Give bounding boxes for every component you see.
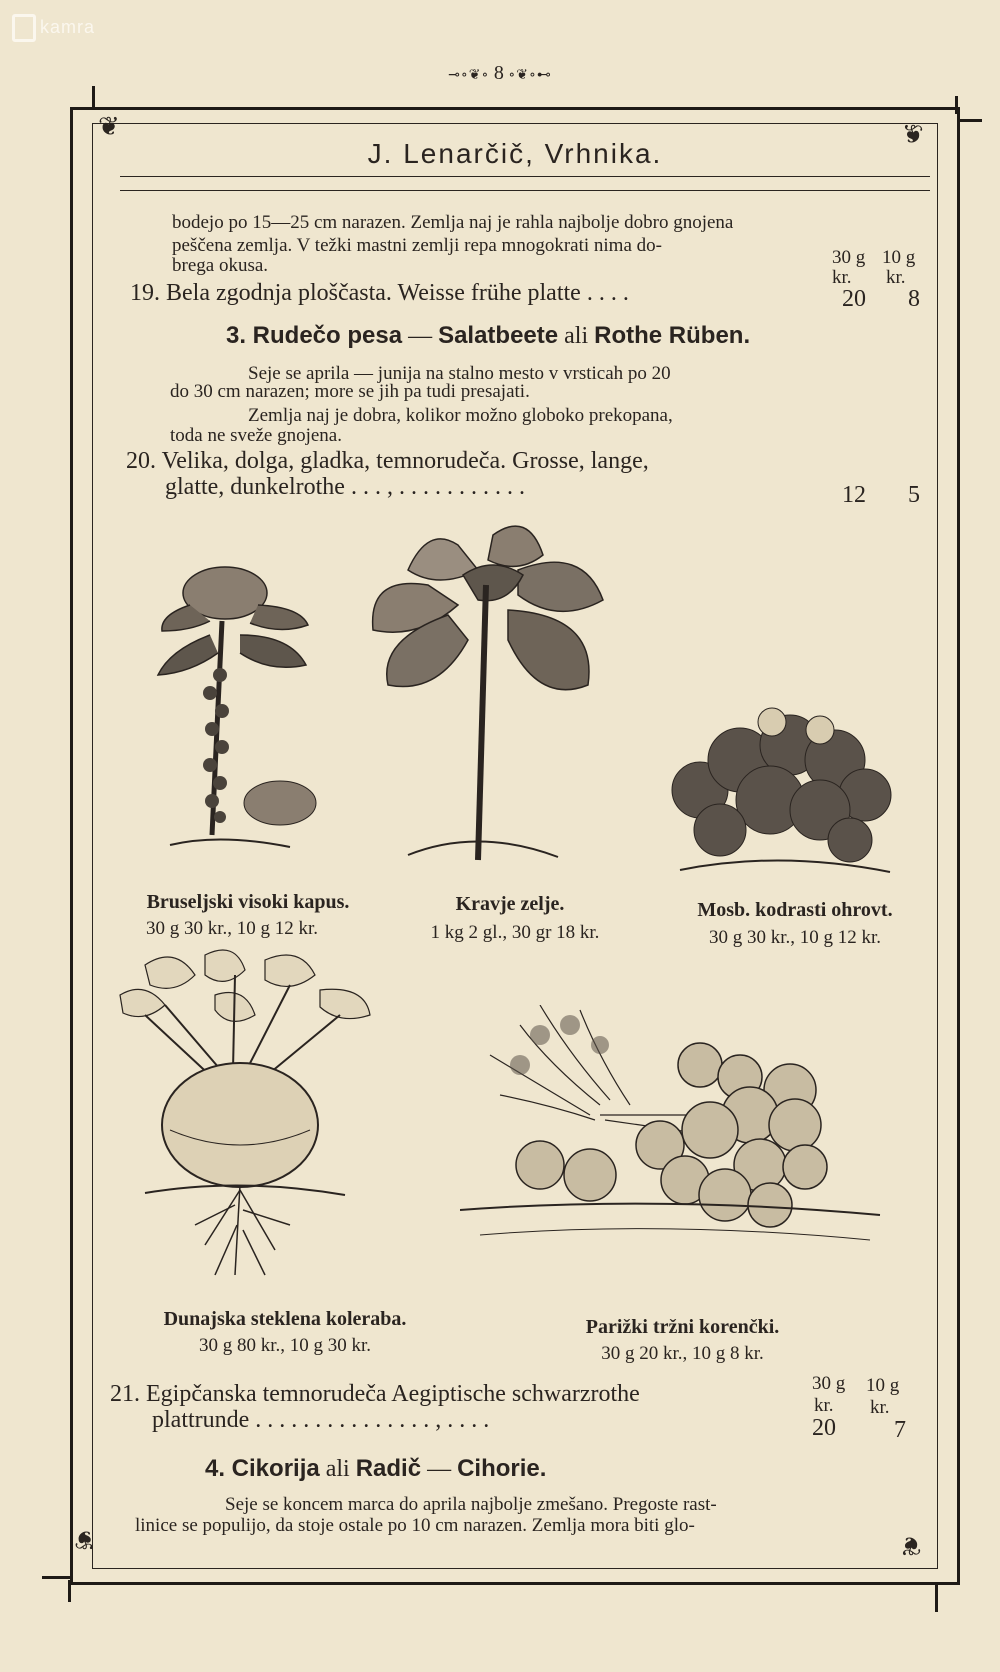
- paris-carrots-illustration: [460, 1005, 910, 1305]
- caption-kohlrabi: Dunajska steklena koleraba.: [163, 1308, 407, 1330]
- section-4-text: Seje se koncem marca do aprila najbolje zmešano. Pregoste rast-: [225, 1494, 717, 1515]
- frame-tick: [42, 1576, 72, 1579]
- caption-brussels-sprouts: Bruseljski visoki kapus.: [146, 891, 350, 913]
- section-3-heading: 3. Rudečo pesa — Salatbeete ali Rothe Rüben.: [226, 322, 751, 349]
- price-col1-unit: kr.: [832, 267, 852, 288]
- item-21-price-2: 7: [894, 1417, 906, 1443]
- section-3-text: toda ne sveže gnojena.: [170, 425, 342, 446]
- item-21-line: 21. Egipčanska temnorudeča Aegiptische schwarzrothe: [110, 1381, 640, 1407]
- item-21-unit-1: kr.: [814, 1395, 834, 1416]
- brussels-sprouts-illustration: [140, 565, 340, 875]
- corner-ornament-icon: ❦: [900, 1531, 922, 1560]
- caption-paris-carrots: Parižki tržni korenčki.: [585, 1316, 780, 1338]
- section-4-heading: 4. Cikorija ali Radič — Cihorie.: [205, 1455, 547, 1482]
- section-3-text: do 30 cm narazen; more se jih pa tudi presajati.: [170, 381, 530, 402]
- price-kohlrabi: 30 g 80 kr., 10 g 30 kr.: [198, 1335, 372, 1356]
- frame-tick: [958, 119, 982, 122]
- corner-ornament-icon: ❦: [902, 120, 924, 149]
- kamra-logo-icon: [12, 14, 36, 42]
- intro-line: brega okusa.: [172, 255, 269, 276]
- item-21-head-1: 30 g: [812, 1373, 846, 1394]
- kohlrabi-illustration: [115, 945, 385, 1285]
- item-21-unit-2: kr.: [870, 1397, 890, 1418]
- item-20-price-1: 12: [842, 482, 866, 508]
- price-col2-head: 10 g: [882, 247, 916, 268]
- kamra-watermark: kamra: [12, 14, 95, 42]
- section-3-text: Zemlja naj je dobra, kolikor možno globoko prekopana,: [248, 405, 673, 426]
- header-rule: [120, 190, 930, 191]
- corner-ornament-icon: ❦: [74, 1525, 96, 1554]
- price-col1-head: 30 g: [832, 247, 866, 268]
- price-brussels-sprouts: 30 g 30 kr., 10 g 12 kr.: [145, 918, 319, 939]
- page-number: ⊸∘❦∘ 8 ∘❦∘⊷: [448, 62, 552, 84]
- header-rule: [120, 176, 930, 177]
- item-20-price-2: 5: [908, 482, 920, 508]
- page-header: J. Lenarčič, Vrhnika.: [367, 138, 663, 169]
- intro-line: bodejo po 15—25 cm narazen. Zemlja naj je rahla najbolje dobro gnojena: [172, 212, 734, 233]
- corner-ornament-icon: ❦: [98, 112, 120, 141]
- caption-cow-cabbage: Kravje zelje.: [455, 893, 565, 915]
- frame-tick: [955, 96, 958, 114]
- caption-curly-kale: Mosb. kodrasti ohrovt.: [697, 899, 893, 921]
- item-20-line: glatte, dunkelrothe . . . , . . . . . . . . . . .: [165, 474, 525, 500]
- price-col2-unit: kr.: [886, 267, 906, 288]
- item-19-price-1: 20: [842, 286, 866, 312]
- curly-kale-illustration: [660, 700, 900, 890]
- intro-line: peščena zemlja. V težki mastni zemlji repa mnogokrati nima do-: [172, 235, 662, 256]
- cow-cabbage-illustration: [368, 515, 618, 875]
- item-19-price-2: 8: [908, 286, 920, 312]
- item-21-line: plattrunde . . . . . . . . . . . . . . . , . . . .: [152, 1407, 490, 1433]
- price-paris-carrots: 30 g 20 kr., 10 g 8 kr.: [601, 1343, 764, 1364]
- price-curly-kale: 30 g 30 kr., 10 g 12 kr.: [708, 927, 882, 948]
- section-4-text: linice se populijo, da stoje ostale po 10 cm narazen. Zemlja mora biti glo-: [135, 1515, 695, 1536]
- item-21-head-2: 10 g: [866, 1375, 900, 1396]
- frame-tick: [92, 86, 95, 110]
- item-19: 19. Bela zgodnja ploščasta. Weisse frühe platte . . . .: [130, 280, 629, 306]
- item-21-price-1: 20: [812, 1415, 836, 1441]
- ornament-right-icon: ∘❦∘⊷: [503, 68, 552, 83]
- frame-tick: [68, 1580, 71, 1602]
- price-cow-cabbage: 1 kg 2 gl., 30 gr 18 kr.: [430, 922, 600, 943]
- section-3-text: Seje se aprila — junija na stalno mesto v vrsticah po 20: [248, 363, 671, 384]
- item-20-line: 20. Velika, dolga, gladka, temnorudeča. Grosse, lange,: [126, 448, 649, 474]
- ornament-left-icon: ⊸∘❦∘: [448, 68, 494, 83]
- frame-tick: [935, 1582, 938, 1612]
